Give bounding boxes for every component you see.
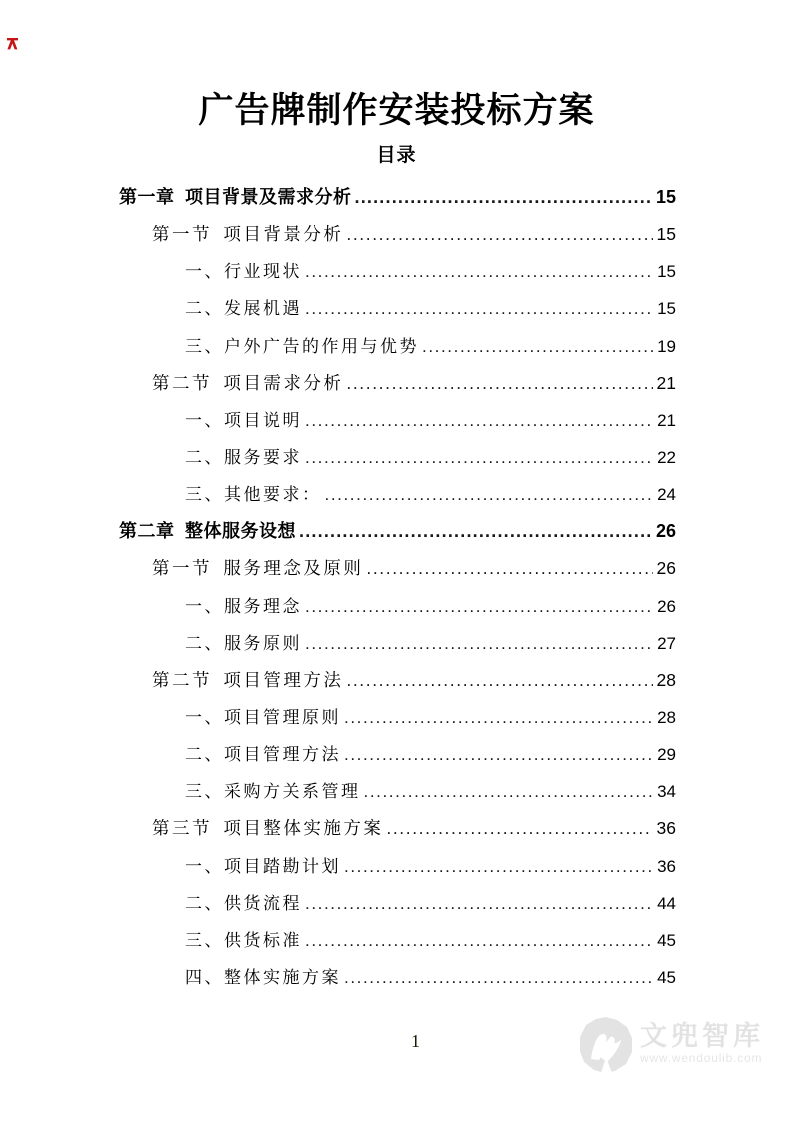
toc-entry-page-number: 15 bbox=[657, 262, 676, 282]
toc-entry-page-number: 21 bbox=[656, 372, 676, 393]
dot-leader bbox=[299, 513, 652, 550]
toc-entry-page-number: 26 bbox=[657, 596, 676, 616]
toc-entry[interactable] bbox=[119, 290, 676, 327]
toc-entry-page-number: 45 bbox=[657, 930, 676, 950]
dot-leader bbox=[346, 365, 652, 402]
toc-entry-label: 三、供货标准 bbox=[185, 930, 302, 950]
toc-entry-page-number: 27 bbox=[657, 633, 676, 653]
toc-entry-page-number: 19 bbox=[657, 336, 676, 356]
toc-entry-page-number: 45 bbox=[657, 967, 676, 987]
dot-leader bbox=[344, 848, 653, 885]
dot-leader bbox=[305, 588, 653, 625]
toc-entry[interactable] bbox=[119, 848, 676, 885]
toc-entry-page-number: 15 bbox=[656, 224, 676, 245]
toc-entry[interactable] bbox=[119, 736, 676, 773]
dot-leader bbox=[344, 736, 653, 773]
toc-entry-label: 一、项目说明 bbox=[185, 410, 302, 430]
dot-leader bbox=[344, 699, 653, 736]
toc-entry[interactable] bbox=[119, 476, 676, 513]
toc-entry[interactable] bbox=[119, 328, 676, 365]
toc-entry[interactable] bbox=[119, 402, 676, 439]
toc-entry-label: 二、服务原则 bbox=[185, 633, 302, 653]
toc-entry-label: 一、服务理念 bbox=[185, 596, 302, 616]
toc-entry-page-number: 28 bbox=[656, 669, 676, 690]
toc-entry-page-number: 29 bbox=[657, 745, 676, 765]
toc-entry-page-number: 28 bbox=[657, 707, 676, 727]
toc-entry[interactable] bbox=[119, 662, 676, 699]
watermark-brand: 文兜智库 bbox=[640, 1021, 764, 1051]
dot-leader bbox=[305, 439, 653, 476]
watermark-url: www.wendoulib.com bbox=[640, 1051, 763, 1065]
toc-entry[interactable] bbox=[119, 513, 676, 550]
toc-entry-page-number: 21 bbox=[657, 410, 676, 430]
dot-leader bbox=[355, 179, 652, 216]
toc-entry-label: 第一章 项目背景及需求分析 bbox=[119, 187, 352, 207]
toc-entry-label: 第一节 项目背景分析 bbox=[152, 224, 344, 245]
toc-entry-label: 四、整体实施方案 bbox=[185, 967, 341, 987]
wendou-logo-icon bbox=[578, 1016, 634, 1079]
red-seal-icon bbox=[6, 36, 20, 51]
dot-leader bbox=[422, 328, 653, 365]
toc-heading: 目录 bbox=[376, 145, 417, 166]
toc-entry-label: 二、发展机遇 bbox=[185, 299, 302, 319]
dot-leader bbox=[305, 402, 653, 439]
dot-leader bbox=[325, 476, 654, 513]
toc-entry[interactable] bbox=[119, 253, 676, 290]
page-number: 1 bbox=[411, 1031, 420, 1051]
toc-entry-page-number: 24 bbox=[657, 485, 676, 505]
toc-entry[interactable] bbox=[119, 179, 676, 216]
toc-entry[interactable] bbox=[119, 439, 676, 476]
dot-leader bbox=[305, 290, 653, 327]
dot-leader bbox=[305, 625, 653, 662]
toc-entry-page-number: 26 bbox=[655, 521, 676, 542]
toc-entry[interactable] bbox=[119, 550, 676, 587]
toc-entry-label: 一、项目管理原则 bbox=[185, 707, 341, 727]
table-of-contents bbox=[119, 179, 676, 996]
document-title: 广告牌制作安装投标方案 bbox=[198, 91, 595, 130]
toc-entry-label: 二、项目管理方法 bbox=[185, 745, 341, 765]
toc-entry-page-number: 36 bbox=[657, 856, 676, 876]
toc-entry-page-number: 44 bbox=[657, 893, 676, 913]
dot-leader bbox=[344, 959, 653, 996]
toc-entry-page-number: 15 bbox=[657, 299, 676, 319]
dot-leader bbox=[346, 662, 652, 699]
toc-entry-label: 第二节 项目管理方法 bbox=[152, 669, 344, 690]
toc-entry[interactable] bbox=[119, 365, 676, 402]
dot-leader bbox=[386, 810, 652, 847]
toc-entry[interactable] bbox=[119, 922, 676, 959]
toc-entry[interactable] bbox=[119, 885, 676, 922]
dot-leader bbox=[346, 216, 652, 253]
toc-entry-label: 一、项目踏勘计划 bbox=[185, 856, 341, 876]
watermark bbox=[578, 1016, 764, 1079]
dot-leader bbox=[366, 550, 652, 587]
toc-entry-page-number: 34 bbox=[657, 782, 676, 802]
dot-leader bbox=[305, 922, 653, 959]
toc-entry-label: 第二章 整体服务设想 bbox=[119, 521, 297, 542]
toc-entry-label: 三、其他要求： bbox=[185, 485, 322, 505]
toc-entry-label: 第一节 服务理念及原则 bbox=[152, 558, 364, 579]
dot-leader bbox=[364, 773, 654, 810]
toc-entry-page-number: 26 bbox=[656, 558, 676, 579]
toc-entry[interactable] bbox=[119, 699, 676, 736]
toc-entry[interactable] bbox=[119, 773, 676, 810]
toc-entry[interactable] bbox=[119, 810, 676, 847]
dot-leader bbox=[305, 885, 653, 922]
toc-entry-label: 二、服务要求 bbox=[185, 447, 302, 467]
toc-entry-label: 三、采购方关系管理 bbox=[185, 782, 361, 802]
toc-entry-label: 一、行业现状 bbox=[185, 262, 302, 282]
toc-entry-page-number: 22 bbox=[657, 447, 676, 467]
toc-entry-label: 第二节 项目需求分析 bbox=[152, 372, 344, 393]
toc-entry-page-number: 36 bbox=[656, 818, 676, 839]
toc-entry-page-number: 15 bbox=[655, 187, 676, 207]
toc-entry[interactable] bbox=[119, 959, 676, 996]
toc-entry-label: 二、供货流程 bbox=[185, 893, 302, 913]
dot-leader bbox=[305, 253, 653, 290]
toc-entry[interactable] bbox=[119, 588, 676, 625]
toc-entry-label: 第三节 项目整体实施方案 bbox=[152, 818, 384, 839]
watermark-text bbox=[640, 1016, 764, 1065]
toc-entry[interactable] bbox=[119, 216, 676, 253]
toc-entry[interactable] bbox=[119, 625, 676, 662]
toc-entry-label: 三、户外广告的作用与优势 bbox=[185, 336, 419, 356]
